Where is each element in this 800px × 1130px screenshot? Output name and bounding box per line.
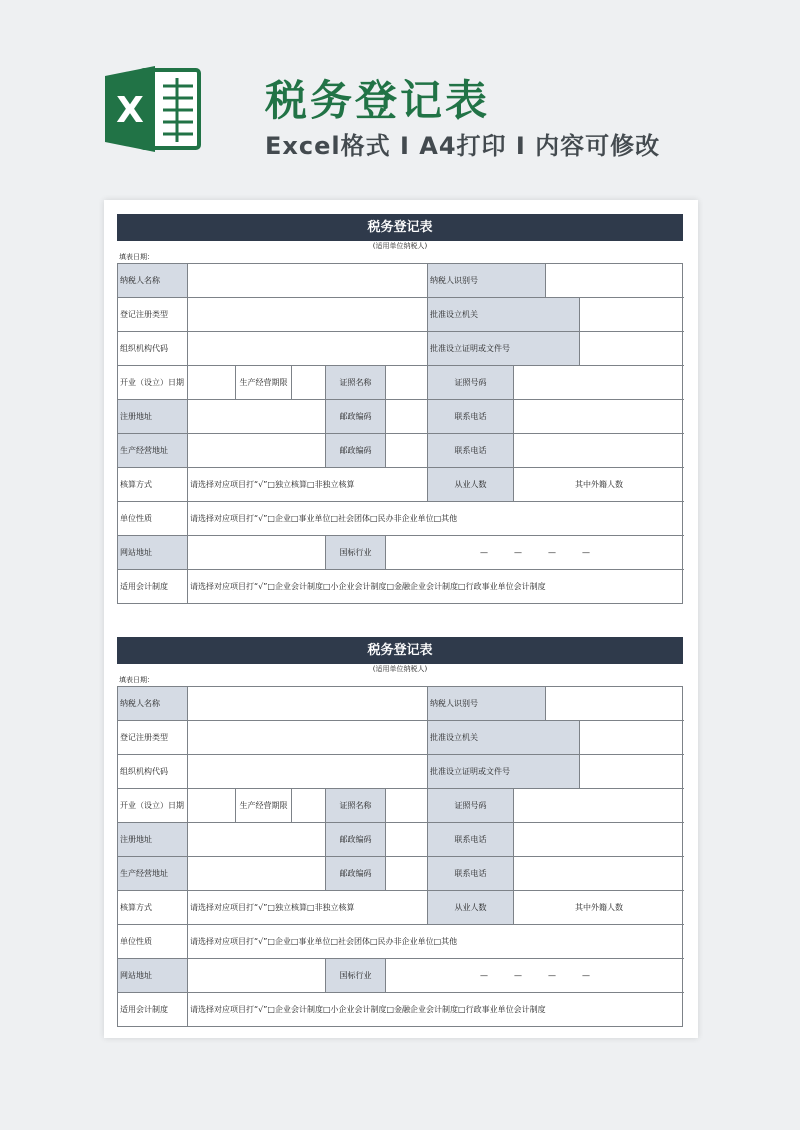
excel-logo-letter: X [116, 90, 144, 131]
form-title: 税务登记表 [117, 214, 683, 241]
industry-dash: — [480, 548, 488, 557]
acct-opts-label[interactable]: 请选择对应项目打“√”□企业会计制度□小企业会计制度□金融企业会计制度□行政事业单位会计制度 [190, 582, 546, 591]
industry-dash: — [548, 971, 556, 980]
unit-nature-label: 单位性质 [118, 925, 188, 959]
input-cell[interactable] [386, 789, 428, 823]
form-grid [117, 686, 683, 1027]
document-paper [104, 200, 698, 1038]
input-cell[interactable] [546, 687, 684, 721]
input-cell[interactable] [546, 264, 684, 298]
phone1-label: 联系电话 [428, 400, 514, 434]
input-cell[interactable] [386, 857, 428, 891]
taxpayer-name-label: 纳税人名称 [118, 687, 188, 721]
reg-type-label: 登记注册类型 [118, 298, 188, 332]
approve-org-label: 批准设立机关 [428, 298, 580, 332]
unit-nature-label: 单位性质 [118, 502, 188, 536]
postcode2-label: 邮政编码 [326, 857, 386, 891]
input-cell[interactable] [580, 721, 684, 755]
phone2-label: 联系电话 [428, 857, 514, 891]
employees-label: 从业人数 [428, 468, 514, 502]
input-cell[interactable] [188, 789, 236, 823]
accounting-label: 核算方式 [118, 891, 188, 925]
industry-dash: — [480, 971, 488, 980]
postcode2-label: 邮政编码 [326, 434, 386, 468]
input-cell[interactable] [580, 298, 684, 332]
acct-system-label: 适用会计制度 [118, 570, 188, 603]
org-code-label: 组织机构代码 [118, 332, 188, 366]
org-code-label: 组织机构代码 [118, 755, 188, 789]
employees-label: 从业人数 [428, 891, 514, 925]
fill-date-label: 填表日期： [119, 253, 154, 261]
taxpayer-name-label: 纳税人名称 [118, 264, 188, 298]
taxpayer-id-label: 纳税人识别号 [428, 687, 546, 721]
tax-form-2 [117, 637, 683, 1027]
industry-code-cell[interactable] [386, 536, 684, 570]
biz-addr-label: 生产经营地址 [118, 857, 188, 891]
biz-period-label: 生产经营期限 [236, 789, 292, 823]
cert-name-label: 证照名称 [326, 366, 386, 400]
reg-addr-label: 注册地址 [118, 400, 188, 434]
phone2-label: 联系电话 [428, 434, 514, 468]
website-label: 网站地址 [118, 959, 188, 993]
input-cell[interactable] [188, 298, 428, 332]
industry-code-cell[interactable] [386, 959, 684, 993]
input-cell[interactable] [188, 366, 236, 400]
input-cell[interactable] [188, 721, 428, 755]
input-cell[interactable] [188, 434, 326, 468]
form-grid [117, 263, 683, 604]
input-cell[interactable] [188, 959, 326, 993]
foreign-label: 其中外籍人数 [514, 891, 684, 925]
industry-dash: — [582, 548, 590, 557]
tax-form-1 [117, 214, 683, 604]
input-cell[interactable] [514, 400, 684, 434]
website-label: 网站地址 [118, 536, 188, 570]
reg-addr-label: 注册地址 [118, 823, 188, 857]
input-cell[interactable] [386, 823, 428, 857]
input-cell[interactable] [580, 332, 684, 366]
cert-no-label: 证照号码 [428, 789, 514, 823]
page-title: 税务登记表 [265, 76, 491, 125]
unit-opts-label[interactable]: 请选择对应项目打“√”□企业□事业单位□社会团体□民办非企业单位□其他 [188, 502, 684, 536]
input-cell[interactable] [188, 264, 428, 298]
input-cell[interactable] [188, 823, 326, 857]
industry-dash: — [514, 548, 522, 557]
input-cell[interactable] [386, 400, 428, 434]
acct-opts-label[interactable]: 请选择对应项目打“√”□企业会计制度□小企业会计制度□金融企业会计制度□行政事业单位会计制度 [190, 1005, 546, 1014]
industry-dash: — [548, 548, 556, 557]
acct-system-label: 适用会计制度 [118, 993, 188, 1026]
postcode1-label: 邮政编码 [326, 823, 386, 857]
postcode1-label: 邮政编码 [326, 400, 386, 434]
input-cell[interactable] [514, 823, 684, 857]
accounting-opts-label[interactable]: 请选择对应项目打“√”□独立核算□非独立核算 [188, 468, 428, 502]
input-cell[interactable] [514, 857, 684, 891]
industry-label: 国标行业 [326, 959, 386, 993]
approve-org-label: 批准设立机关 [428, 721, 580, 755]
accounting-label: 核算方式 [118, 468, 188, 502]
phone1-label: 联系电话 [428, 823, 514, 857]
page-header [0, 0, 800, 190]
biz-period-label: 生产经营期限 [236, 366, 292, 400]
cert-name-label: 证照名称 [326, 789, 386, 823]
taxpayer-id-label: 纳税人识别号 [428, 264, 546, 298]
open-date-label: 开业（设立）日期 [118, 789, 188, 823]
accounting-opts-label[interactable]: 请选择对应项目打“√”□独立核算□非独立核算 [188, 891, 428, 925]
open-date-label: 开业（设立）日期 [118, 366, 188, 400]
input-cell[interactable] [514, 366, 684, 400]
input-cell[interactable] [188, 400, 326, 434]
reg-type-label: 登记注册类型 [118, 721, 188, 755]
input-cell[interactable] [188, 687, 428, 721]
cert-no-label: 证照号码 [428, 366, 514, 400]
input-cell[interactable] [580, 755, 684, 789]
input-cell[interactable] [514, 434, 684, 468]
input-cell[interactable] [188, 755, 428, 789]
unit-opts-label[interactable]: 请选择对应项目打“√”□企业□事业单位□社会团体□民办非企业单位□其他 [188, 925, 684, 959]
fill-date-label: 填表日期： [119, 676, 154, 684]
input-cell[interactable] [292, 789, 326, 823]
industry-label: 国标行业 [326, 536, 386, 570]
form-subtitle: (适用单位纳税人) [372, 242, 428, 250]
approve-doc-label: 批准设立证明或文件号 [428, 332, 580, 366]
input-cell[interactable] [386, 434, 428, 468]
input-cell[interactable] [514, 789, 684, 823]
input-cell[interactable] [292, 366, 326, 400]
input-cell[interactable] [386, 366, 428, 400]
form-subtitle: (适用单位纳税人) [372, 665, 428, 673]
excel-logo-icon [103, 64, 203, 154]
foreign-label: 其中外籍人数 [514, 468, 684, 502]
industry-dash: — [582, 971, 590, 980]
input-cell[interactable] [188, 332, 428, 366]
page-subtitle: Excel格式 I A4打印 I 内容可修改 [265, 132, 661, 160]
form-title: 税务登记表 [117, 637, 683, 664]
industry-dash: — [514, 971, 522, 980]
input-cell[interactable] [188, 857, 326, 891]
approve-doc-label: 批准设立证明或文件号 [428, 755, 580, 789]
input-cell[interactable] [188, 536, 326, 570]
biz-addr-label: 生产经营地址 [118, 434, 188, 468]
